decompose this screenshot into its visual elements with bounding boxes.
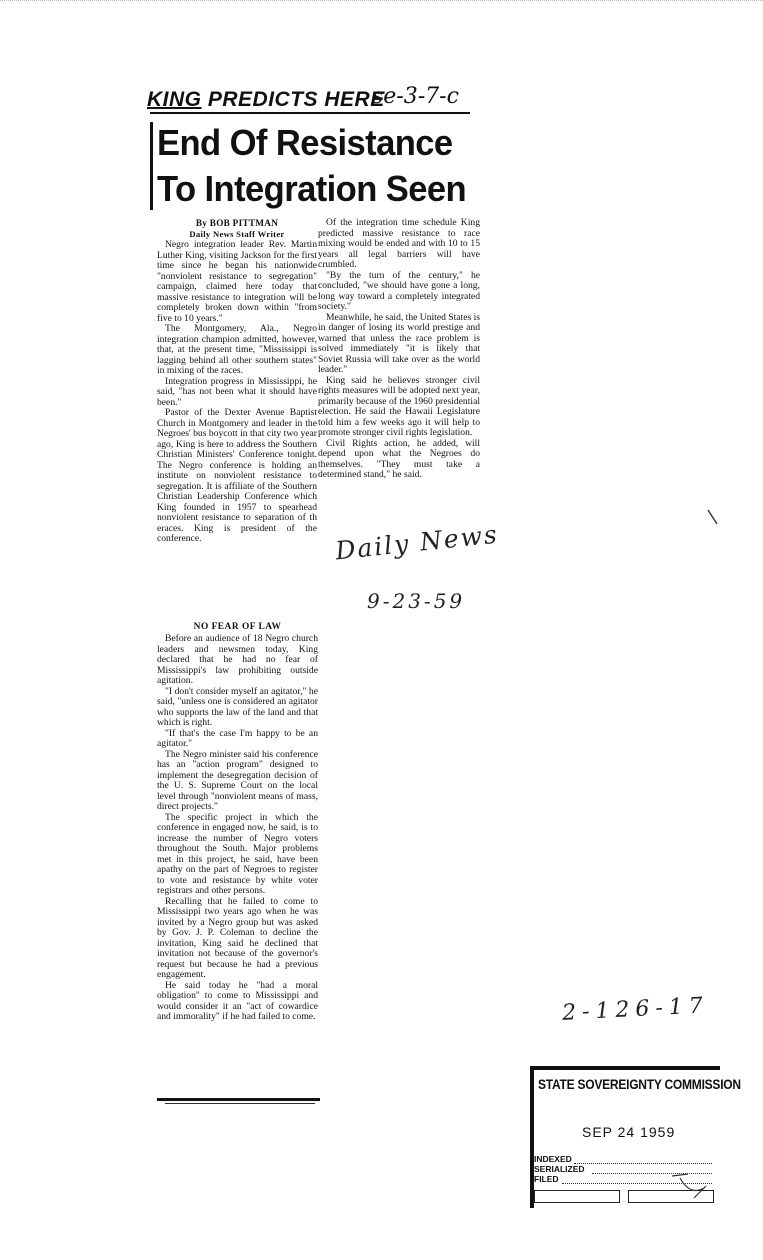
- paragraph: Civil Rights action, he added, will depend upon what the Negroes do themselves. "They must take a determined stand," he said.: [318, 437, 480, 480]
- stamp-label-serialized: SERIALIZED: [534, 1164, 585, 1174]
- paragraph: The Negro minister said his conference has an "action program" designed to implement the desegregation decision of the U. S. Supreme Court on the local level through "nonviolent means of mass, direct projects.": [157, 748, 318, 812]
- headline-line-1: End Of Resistance: [157, 122, 453, 163]
- paragraph: The specific project in which the conference in engaged now, he said, is to increase the number of Negro voters throughout the South. Major problems met in this project, he said, have been apathy on the part of Negroes to register to vote and resistance by white voter registrars and other persons.: [157, 811, 318, 896]
- stamp-title: STATE SOVEREIGNTY COMMISSION: [538, 1076, 741, 1092]
- byline-name: By BOB PITTMAN: [195, 218, 279, 228]
- pen-mark-icon: [705, 508, 721, 528]
- paragraph: He said today he "had a moral obligation" to come to Mississippi and would consider it an "act of cowardice and immorality" if he had failed to come.: [157, 979, 318, 1022]
- paragraph: Integration progress in Mississippi, he said, "has not been what it should have been.": [157, 375, 317, 408]
- stamp-initials-icon: [670, 1168, 710, 1202]
- article-column-2: [318, 218, 480, 481]
- paragraph: Recalling that he failed to come to Mississippi two years ago when he was invited by a Negro group but was asked by Gov. J. P. Coleman to decline the invitation, King said he declined that invitation not because of the governor's request but because he had a previous engagement.: [157, 895, 318, 980]
- stamp-box-left: [534, 1190, 620, 1203]
- paragraph: "If that's the case I'm happy to be an agitator.": [157, 727, 318, 749]
- kicker: [147, 88, 385, 112]
- stamp-label-filed: FILED: [534, 1174, 559, 1184]
- handwritten-file-number: 2-126-17: [561, 993, 710, 1026]
- page-top-edge: [0, 0, 763, 3]
- handwritten-date: 9-23-59: [367, 589, 466, 613]
- paragraph: Pastor of the Dexter Avenue Baptist Church in Montgomery and leader in the Negroes' bus boycott in that city two year ago, King is here to address the Southern Christian Ministers' Conference tonight. The Negro conference is holding an institute on nonviolent resistance to segregation. It is affiliate of the Southern Christian Leadership Conference which King founded in 1957 to spearhead nonviolent resistance to separation of th eraces. King is president of the conference.: [157, 407, 317, 544]
- paragraph: King said he believes stronger civil rights measures will be adopted next year, primarily because of the 1960 presidential election. He said the Hawaii Legislature told him a few weeks ago it will help to promote stronger civil rights legislation.: [318, 374, 480, 438]
- stamp-label-indexed: INDEXED: [534, 1154, 572, 1164]
- byline-title: Daily News Staff Writer: [189, 229, 285, 239]
- subhead: NO FEAR OF LAW: [193, 622, 282, 632]
- clipping-bottom-rule: [157, 1098, 320, 1101]
- kicker-struck-word: KING: [147, 88, 202, 111]
- paragraph: "By the turn of the century," he concluded, "we should have gone a long, long way toward a completely integrated society.": [318, 269, 480, 312]
- clipping-bottom-rule-thin: [165, 1103, 315, 1104]
- paragraph: Meanwhile, he said, the United States is in danger of losing its world prestige and warned that unless the race problem is solved immediately "it is likely that Soviet Russia will take over as the world leader.": [318, 311, 481, 375]
- clipping-edge-bar: [150, 122, 153, 210]
- kicker-handwritten-note: se-3-7-c: [372, 84, 459, 109]
- article-column-3: [157, 620, 318, 1023]
- article-column-1: [157, 218, 317, 545]
- kicker-rule: [150, 112, 470, 114]
- kicker-text: PREDICTS HERE: [207, 88, 385, 111]
- handwritten-source: Daily News: [333, 519, 500, 566]
- stamp-line-indexed: [574, 1163, 712, 1164]
- headline-line-2: To Integration Seen: [157, 168, 467, 209]
- commission-stamp: [530, 1066, 741, 1206]
- paragraph: Before an audience of 18 Negro church leaders and newsmen today, King declared that he had no fear of Mississippi's law prohibiting outside agitation.: [157, 633, 318, 686]
- paragraph: The Montgomery, Ala., Negro integration champion admitted, however, that, at the present time, "Mississippi is lagging behind all other southern states" in mixing of the races.: [157, 323, 317, 376]
- stamp-date: SEP 24 1959: [582, 1124, 676, 1140]
- paragraph: Of the integration time schedule King predicted massive resistance to race mixing would be ended and with 10 to 15 years all legal barriers will have crumbled.: [318, 217, 480, 270]
- paragraph: "I don't consider myself an agitator," he said, "unless one is considered an agitator who supports the law of the land and that which is right.: [157, 685, 318, 728]
- paragraph: Negro integration leader Rev. Martin Luther King, visiting Jackson for the first time since he began his nationwide "nonviolent resistance to segregation" campaign, claimed here today that massive resistance to integration will be completely broken down within "from five to 10 years.": [157, 239, 317, 324]
